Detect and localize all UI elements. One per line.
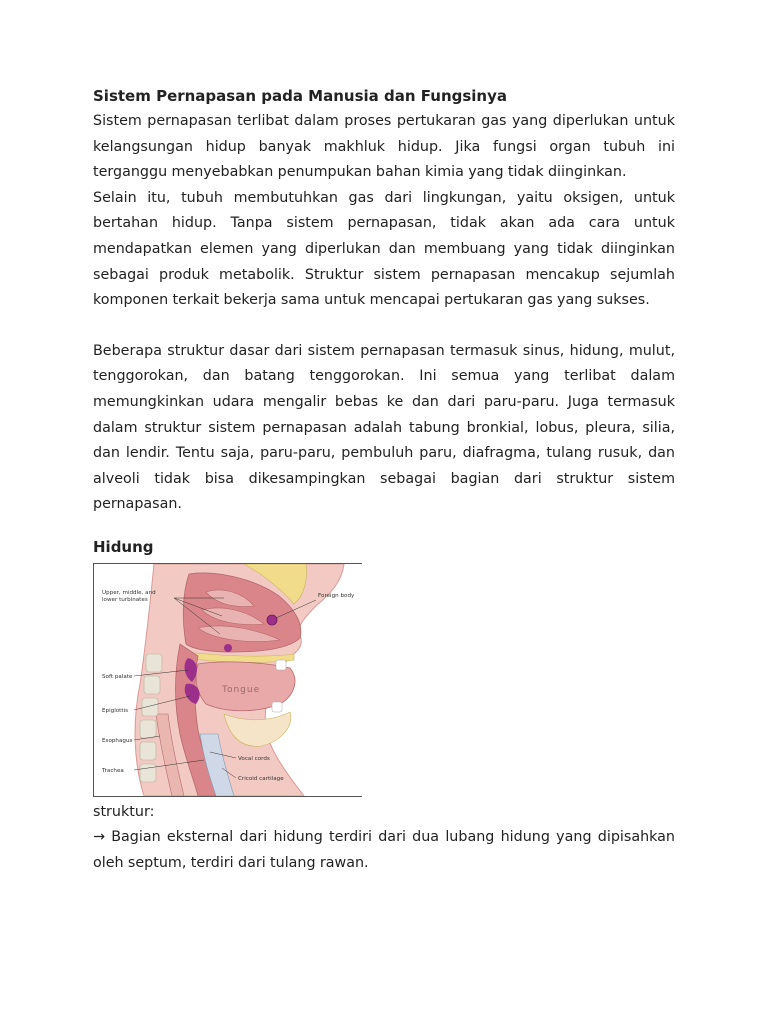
turbinate-marker — [224, 644, 232, 652]
label-esophagus: Esophagus — [102, 737, 133, 744]
paragraph-2: Selain itu, tubuh membutuhkan gas dari lingkungan, yaitu oksigen, untuk bertahan hidup. Tanpa sistem pernapasan, tidak akan ada cara untuk mendapatkan elemen yang diperlukan dan membuang yang tidak diinginkan sebagai produk metabolik. Struktur sistem pernapasan mencakup sejumlah komponen terkait bekerja sama untuk mencapai pertukaran gas yang sukses. — [93, 189, 675, 309]
label-cricoid-cartilage: Cricoid cartilage — [238, 775, 284, 782]
label-epiglottis: Epiglottis — [102, 707, 129, 714]
label-turbinates-line2: lower turbinates — [102, 596, 148, 603]
paragraph-3: Beberapa struktur dasar dari sistem pernapasan termasuk sinus, hidung, mulut, tenggorokan, dan batang tenggorokan. Ini semua yang terlibat dalam memungkinkan udara mengalir bebas ke dan dari paru-paru. Juga termasuk dalam struktur sistem pernapasan adalah tabung bronkial, lobus, pleura, silia, dan lendir. Tentu saja, paru-paru, pembuluh paru, diafragma, tulang rusuk, dan alveoli tidak bisa dikesampingkan sebagai bagian dari struktur sistem pernapasan. — [93, 342, 675, 513]
label-turbinates-line1: Upper, middle, and — [102, 589, 156, 596]
blank-line — [93, 314, 675, 339]
lower-teeth — [272, 702, 282, 712]
document-title: Sistem Pernapasan pada Manusia dan Fungsinya — [93, 87, 508, 105]
section-heading-hidung: Hidung — [93, 537, 154, 556]
figure-caption: struktur: — [93, 803, 155, 820]
nasal-anatomy-illustration — [94, 564, 362, 796]
upper-teeth — [276, 660, 286, 670]
foreign-body-marker — [267, 615, 277, 625]
document-content — [93, 84, 675, 876]
bullet-paragraph: → Bagian eksternal dari hidung terdiri dari dua lubang hidung yang dipisahkan oleh septum, terdiri dari tulang rawan. — [93, 828, 675, 871]
label-trachea: Trachea — [102, 767, 124, 774]
label-foreign-body: Foreign body — [318, 592, 355, 599]
label-vocal-cords: Vocal cords — [238, 755, 270, 762]
label-soft-palate: Soft palate — [102, 673, 133, 680]
tongue-label: Tongue — [222, 684, 261, 695]
paragraph-1: Sistem pernapasan terlibat dalam proses pertukaran gas yang diperlukan untuk kelangsungan hidup banyak makhluk hidup. Jika fungsi organ tubuh ini terganggu menyebabkan penumpukan bahan kimia yang tidak diinginkan. — [93, 113, 675, 181]
nasal-anatomy-figure — [93, 563, 362, 797]
